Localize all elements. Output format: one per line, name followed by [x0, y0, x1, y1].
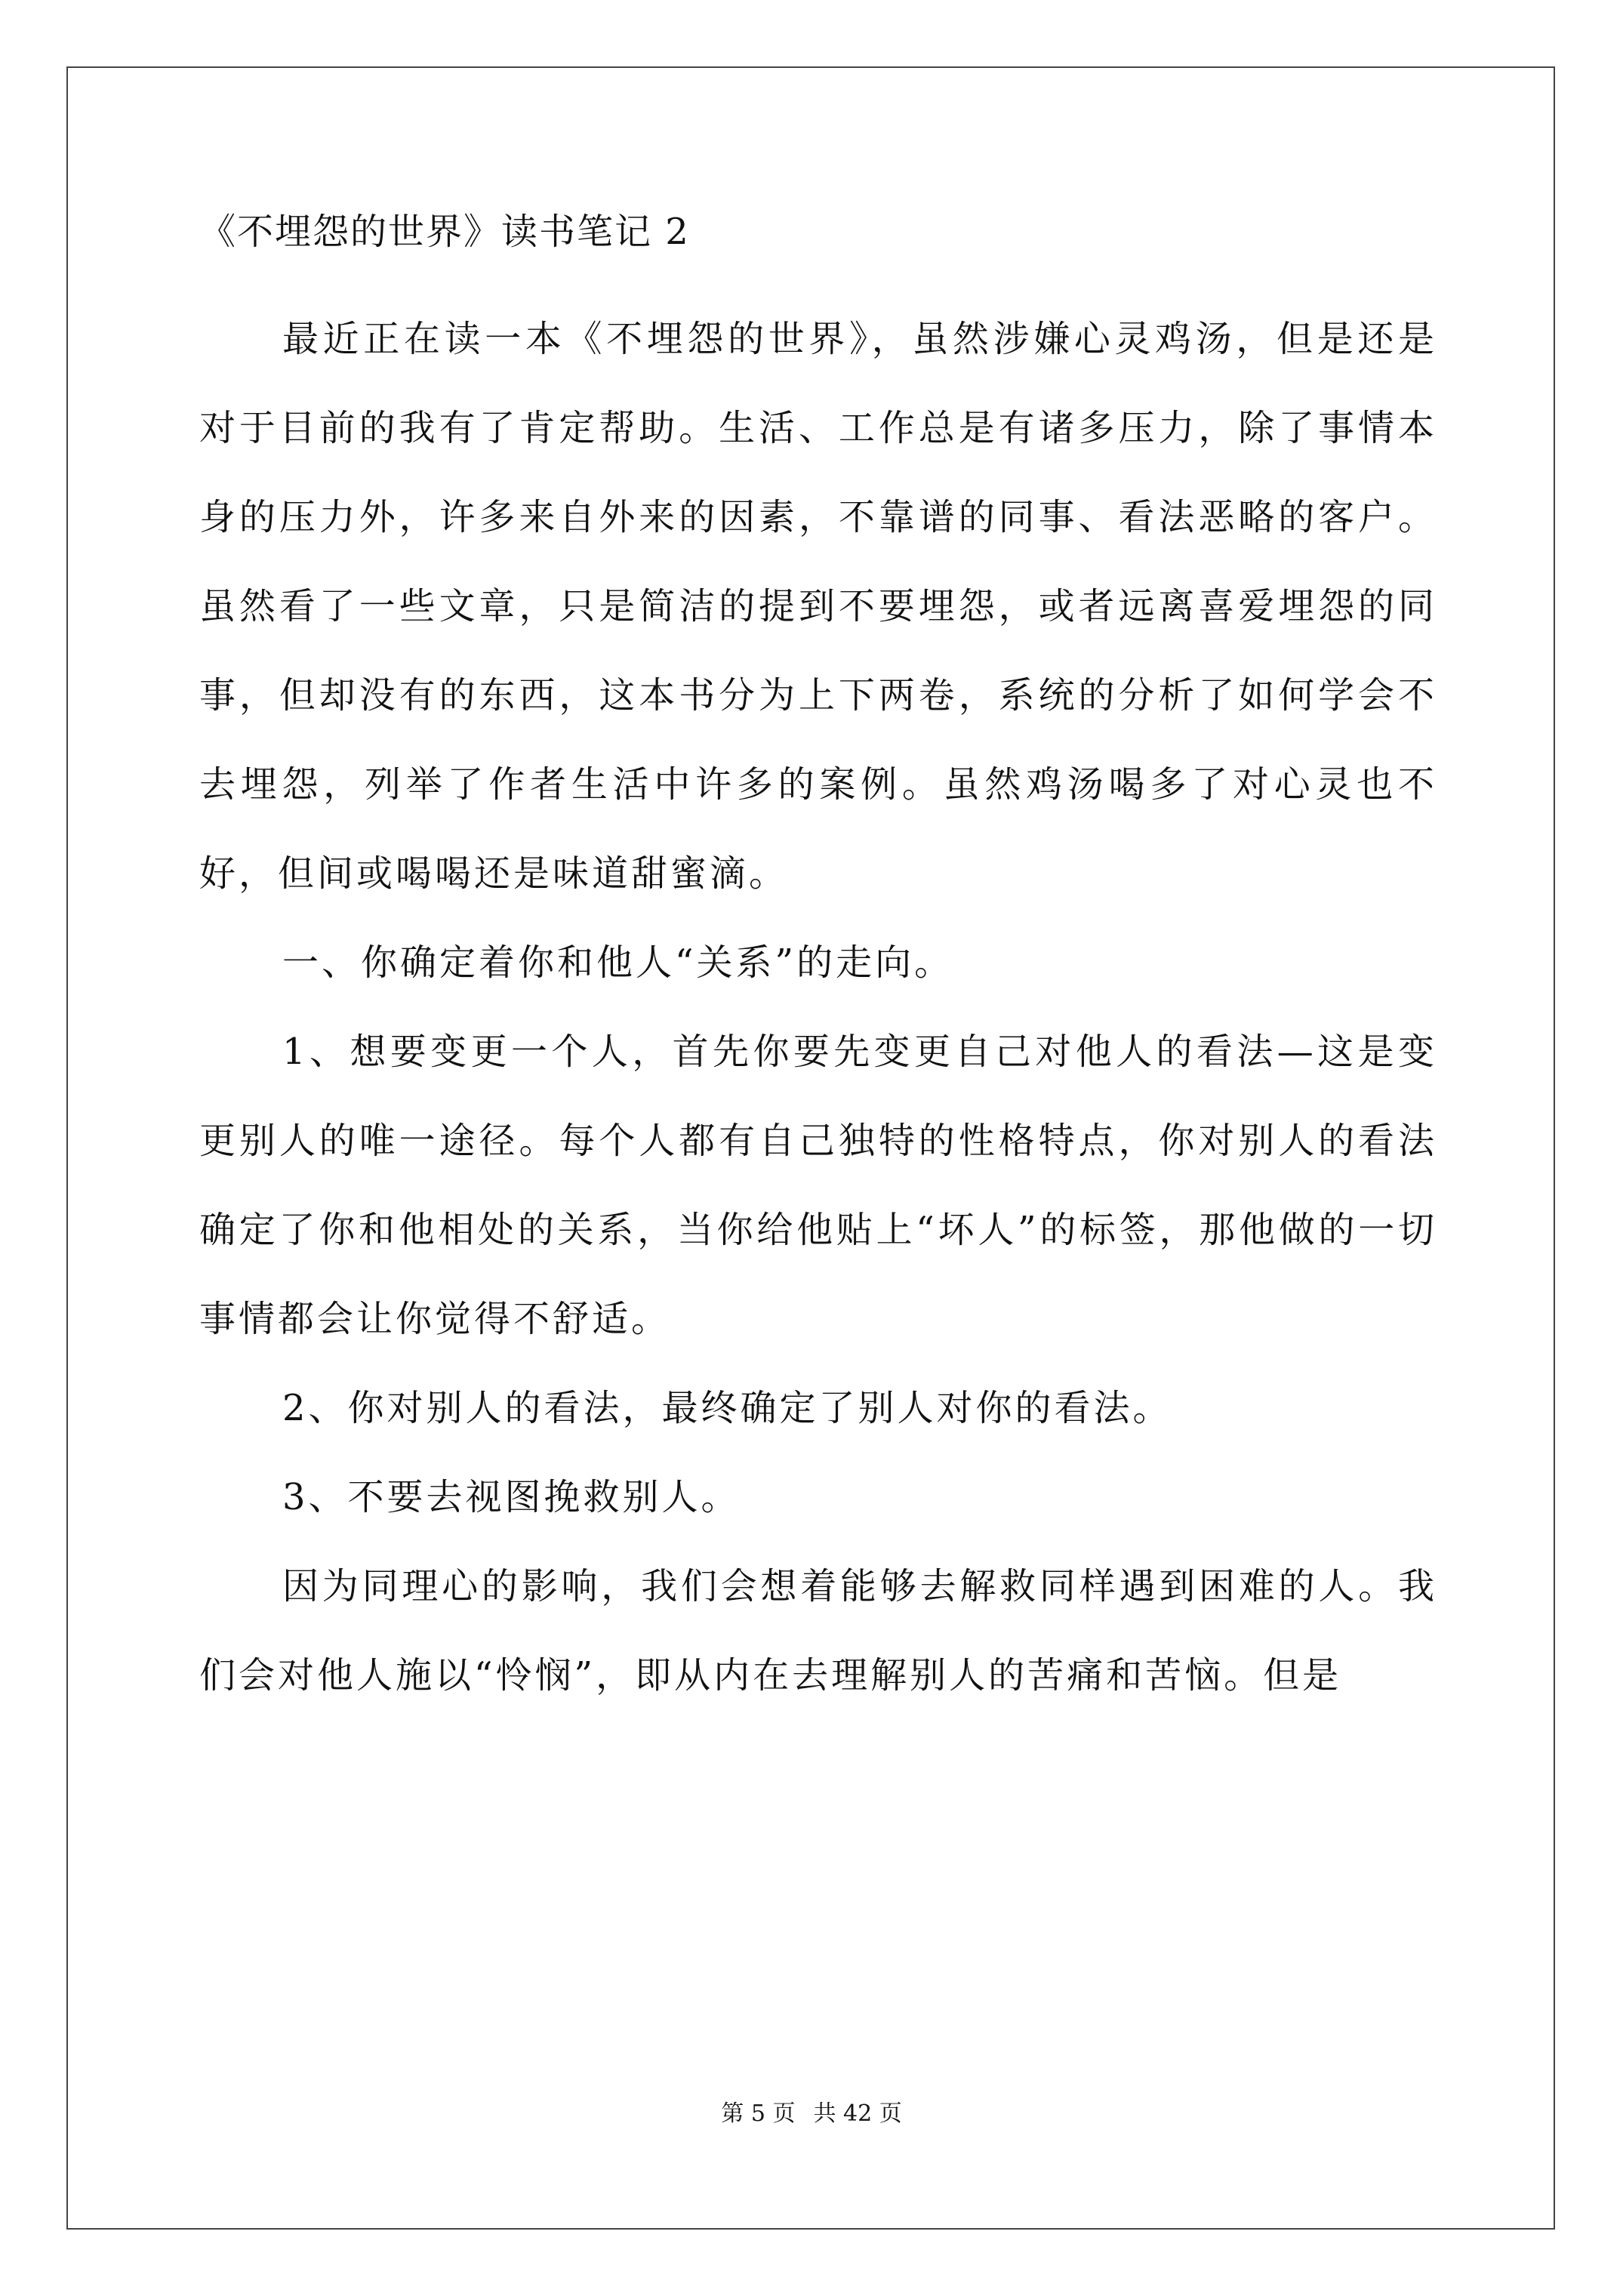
paragraph-point-2: 2、你对别人的看法，最终确定了别人对你的看法。: [282, 1387, 1172, 1429]
page-number: 第 5 页: [721, 2100, 796, 2127]
paragraph-intro: 最近正在读一本《不埋怨的世界》，虽然涉嫌心灵鸡汤，但是还是对于目前的我有了肯定帮助。生活、工作总是有诸多压力，除了事情本身的压力外，许多来自外来的因素，不靠谱的同事、看法恶略的客户。虽然看了一些文章，只是简洁的提到不要埋怨，或者远离喜爱埋怨的同事，但却没有的东西，这本书分为上下两卷，系统的分析了如何学会不去埋怨，列举了作者生活中许多的案例。虽然鸡汤喝多了对心灵也不好，但间或喝喝还是味道甜蜜滴。: [199, 318, 1437, 895]
page-total: 共 42 页: [813, 2100, 902, 2127]
paragraph-point-1: 1、想要变更一个人，首先你要先变更自己对他人的看法—这是变更别人的唯一途径。每个人都有自己独特的性格特点，你对别人的看法确定了你和他相处的关系，当你给他贴上“坏人”的标签，那他做的一切事情都会让你觉得不舒适。: [199, 1031, 1437, 1340]
page-footer: [0, 2099, 1623, 2129]
paragraph-point-3: 3、不要去视图挽救别人。: [282, 1476, 741, 1518]
document-title: 《不埋怨的世界》读书笔记 2: [199, 211, 690, 253]
document-body: [199, 204, 1437, 1720]
paragraph-section-heading: 一、你确定着你和他人“关系”的走向。: [282, 942, 954, 984]
paragraph-empathy: 因为同理心的影响，我们会想着能够去解救同样遇到困难的人。我们会对他人施以“怜悯”，即从内在去理解别人的苦痛和苦恼。但是: [199, 1565, 1437, 1697]
